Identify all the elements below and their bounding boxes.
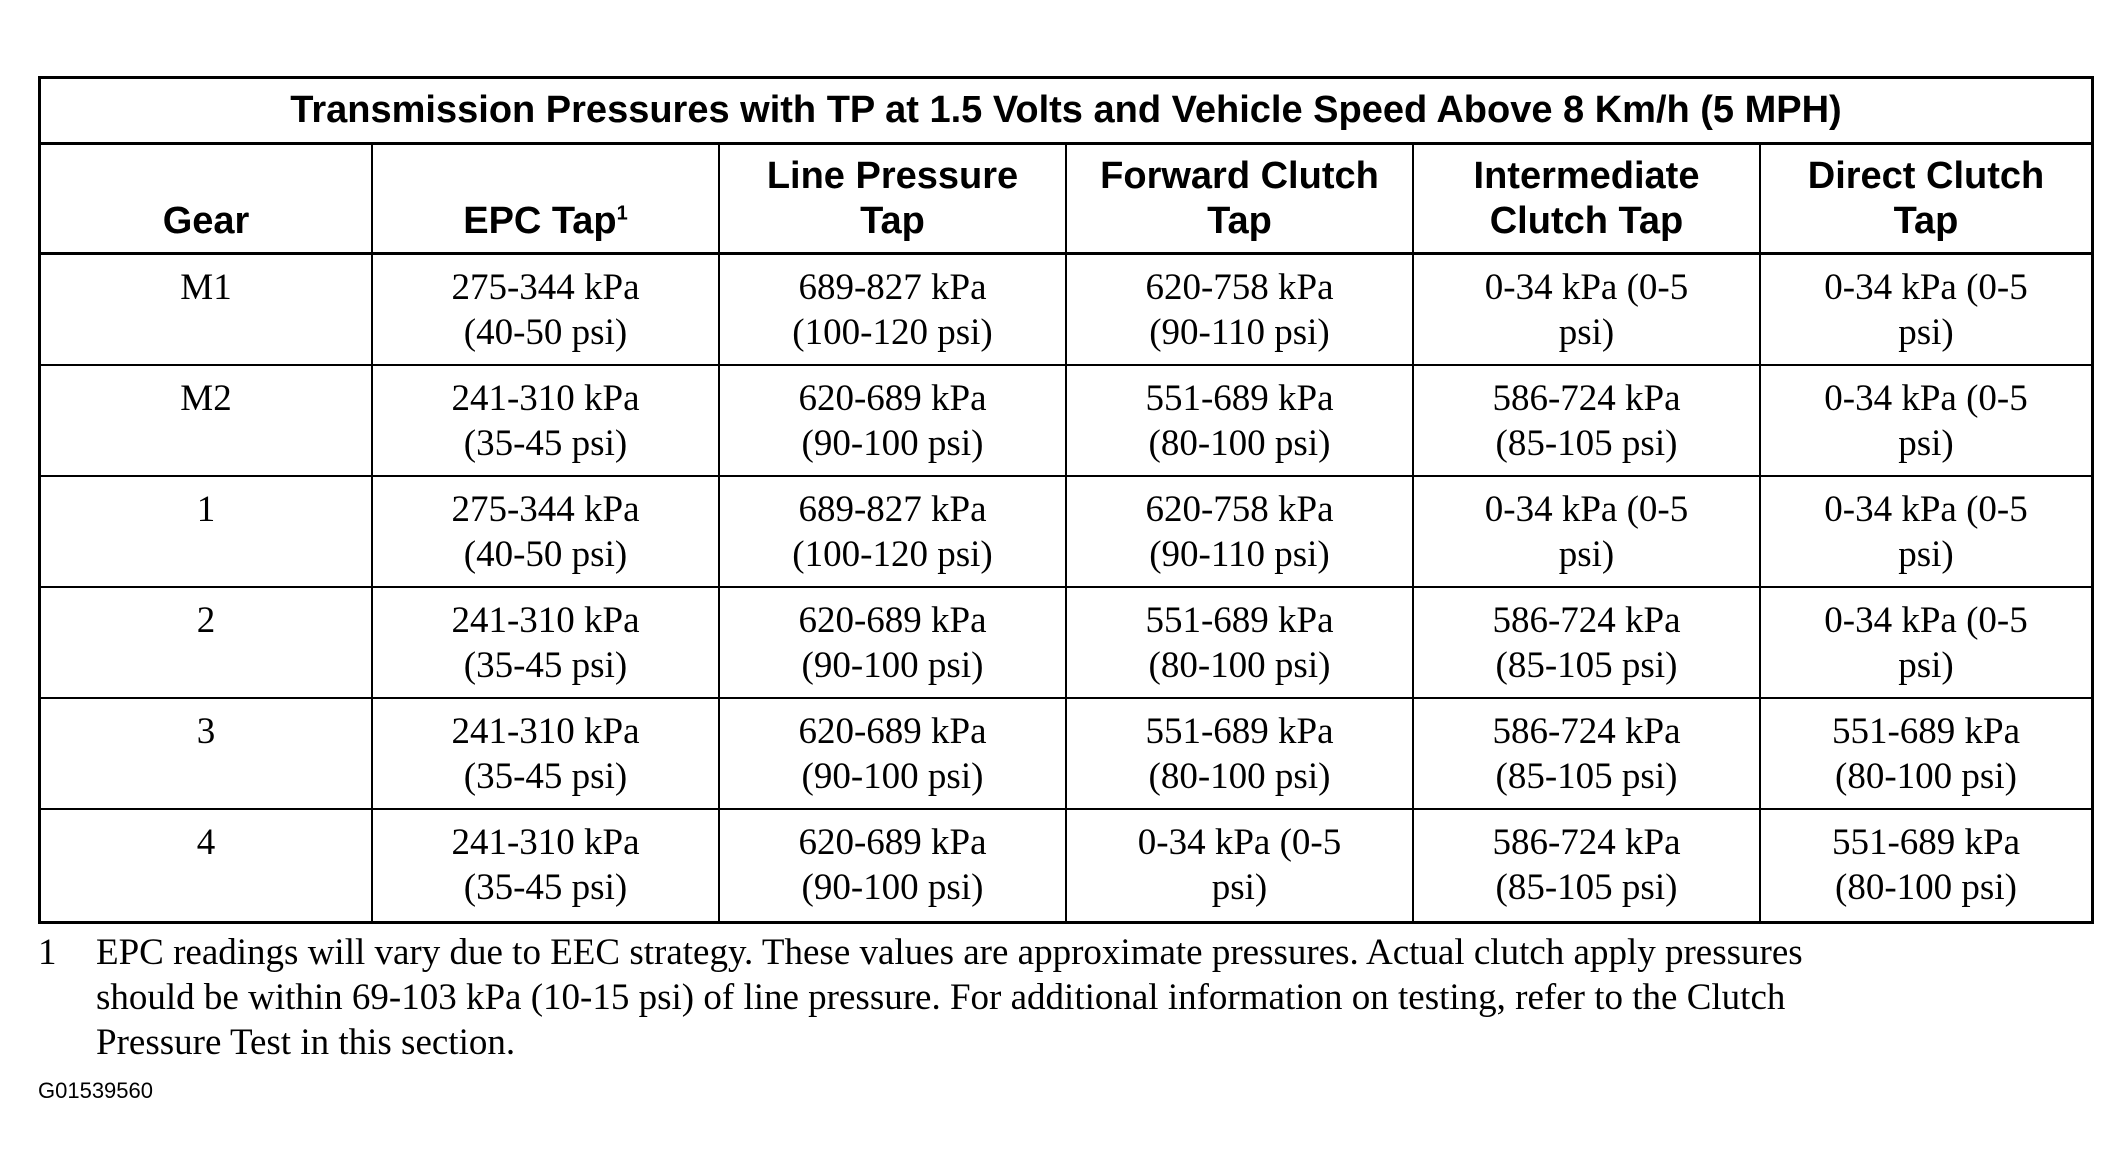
cell-line: 689-827 kPa bbox=[798, 489, 987, 530]
cell-line: 241-310 kPa bbox=[451, 822, 640, 863]
cell-line: (40-50 psi) bbox=[463, 534, 628, 575]
column-header-label bbox=[743, 154, 1043, 244]
cell-line: 586-724 kPa bbox=[1492, 378, 1681, 419]
cell-text bbox=[1485, 487, 1688, 577]
pressure-cell bbox=[373, 699, 720, 810]
cell-text bbox=[1145, 265, 1333, 355]
cell-line: 275-344 kPa bbox=[451, 489, 640, 530]
header-forward-clutch-tap bbox=[1067, 145, 1414, 255]
cell-line: psi) bbox=[1558, 534, 1615, 575]
cell-text bbox=[792, 487, 992, 577]
cell-text bbox=[451, 265, 639, 355]
cell-line: 0-34 kPa (0-5 bbox=[1137, 822, 1342, 863]
cell-line: (90-110 psi) bbox=[1149, 312, 1330, 353]
cell-text bbox=[1492, 709, 1680, 799]
pressure-cell bbox=[1761, 810, 2091, 921]
cell-line: 0-34 kPa (0-5 bbox=[1484, 489, 1689, 530]
pressure-cell bbox=[373, 477, 720, 588]
cell-line: 551-689 kPa bbox=[1145, 711, 1334, 752]
cell-line: 689-827 kPa bbox=[798, 267, 987, 308]
header-epc-tap bbox=[373, 145, 720, 255]
footnote-marker: 1 bbox=[616, 202, 628, 225]
pressure-cell bbox=[1067, 810, 1414, 921]
pressure-cell bbox=[720, 699, 1067, 810]
pressure-cell bbox=[1067, 477, 1414, 588]
cell-text bbox=[1145, 598, 1333, 688]
cell-line: (80-100 psi) bbox=[1148, 423, 1331, 464]
pressure-cell bbox=[1067, 255, 1414, 366]
cell-line: 620-689 kPa bbox=[798, 600, 987, 641]
pressure-cell bbox=[1761, 255, 2091, 366]
cell-text bbox=[798, 598, 986, 688]
cell-line: (90-100 psi) bbox=[801, 867, 984, 908]
pressure-cell bbox=[1414, 810, 1761, 921]
gear-cell bbox=[41, 366, 373, 477]
cell-line: 0-34 kPa (0-5 bbox=[1484, 267, 1689, 308]
pressure-cell bbox=[720, 366, 1067, 477]
cell-line: psi) bbox=[1898, 534, 1954, 575]
cell-line: (35-45 psi) bbox=[463, 756, 628, 797]
gear-cell bbox=[41, 255, 373, 366]
pressure-cell bbox=[1414, 699, 1761, 810]
pressure-cell bbox=[1761, 699, 2091, 810]
cell-line: 551-689 kPa bbox=[1831, 711, 2021, 752]
cell-line: 551-689 kPa bbox=[1831, 822, 2021, 863]
cell-line: 586-724 kPa bbox=[1492, 711, 1681, 752]
cell-text bbox=[451, 487, 639, 577]
pressure-cell bbox=[373, 588, 720, 699]
cell-line: (80-100 psi) bbox=[1148, 645, 1331, 686]
pressure-cell bbox=[1414, 255, 1761, 366]
cell-line: (85-105 psi) bbox=[1495, 867, 1678, 908]
cell-text bbox=[451, 709, 639, 799]
cell-text bbox=[197, 820, 216, 865]
footnote-text bbox=[96, 930, 2098, 1065]
pressure-cell bbox=[373, 255, 720, 366]
gear-cell bbox=[41, 477, 373, 588]
cell-line: 620-689 kPa bbox=[798, 378, 987, 419]
pressure-cell bbox=[1414, 477, 1761, 588]
table-title: Transmission Pressures with TP at 1.5 Volts and Vehicle Speed Above 8 Km/h (5 MPH) bbox=[41, 79, 2091, 145]
cell-line: 2 bbox=[196, 600, 216, 641]
cell-text bbox=[1824, 487, 2027, 577]
pressure-cell bbox=[1761, 366, 2091, 477]
cell-line: (90-100 psi) bbox=[801, 423, 984, 464]
gear-cell bbox=[41, 699, 373, 810]
pressure-cell bbox=[720, 810, 1067, 921]
column-header-label bbox=[163, 199, 250, 244]
cell-line: 586-724 kPa bbox=[1492, 822, 1681, 863]
footnote-line: EPC readings will vary due to EEC strategy. These values are approximate pressures. Actual clutch apply pressures bbox=[96, 932, 1803, 973]
cell-text bbox=[1145, 376, 1333, 466]
cell-text bbox=[1824, 376, 2027, 466]
cell-text bbox=[1485, 265, 1688, 355]
cell-text bbox=[180, 265, 231, 310]
cell-text bbox=[1824, 598, 2027, 688]
column-header-text: EPC Tap bbox=[463, 200, 617, 242]
cell-text bbox=[197, 709, 216, 754]
cell-line: 0-34 kPa (0-5 bbox=[1824, 600, 2028, 641]
cell-line: 241-310 kPa bbox=[451, 378, 640, 419]
cell-line: (85-105 psi) bbox=[1495, 645, 1678, 686]
cell-line: 586-724 kPa bbox=[1492, 600, 1681, 641]
column-header-text: Intermediate Clutch Tap bbox=[1473, 155, 1700, 242]
cell-line: 551-689 kPa bbox=[1145, 378, 1334, 419]
cell-text bbox=[1145, 487, 1333, 577]
cell-line: 4 bbox=[196, 822, 216, 863]
cell-line: (35-45 psi) bbox=[463, 867, 628, 908]
cell-line: (80-100 psi) bbox=[1835, 756, 2017, 797]
cell-line: 0-34 kPa (0-5 bbox=[1824, 378, 2028, 419]
cell-line: (100-120 psi) bbox=[792, 312, 993, 353]
cell-line: 241-310 kPa bbox=[451, 711, 640, 752]
column-header-text: Line Pressure Tap bbox=[766, 155, 1019, 242]
cell-line: psi) bbox=[1898, 423, 1954, 464]
footnote-line: should be within 69-103 kPa (10-15 psi) of line pressure. For additional information on testing, refer to the Clutch bbox=[96, 977, 1786, 1018]
cell-line: (85-105 psi) bbox=[1495, 423, 1678, 464]
header-gear bbox=[41, 145, 373, 255]
footnote-line: Pressure Test in this section. bbox=[96, 1022, 516, 1063]
cell-line: 241-310 kPa bbox=[451, 600, 640, 641]
pressure-cell bbox=[1414, 366, 1761, 477]
cell-line: 620-689 kPa bbox=[798, 822, 987, 863]
cell-line: psi) bbox=[1211, 867, 1268, 908]
cell-line: M1 bbox=[180, 267, 232, 308]
pressure-cell bbox=[720, 255, 1067, 366]
cell-text bbox=[798, 709, 986, 799]
cell-line: (90-110 psi) bbox=[1149, 534, 1330, 575]
cell-text bbox=[1145, 709, 1333, 799]
cell-line: psi) bbox=[1898, 312, 1954, 353]
cell-line: (90-100 psi) bbox=[801, 756, 984, 797]
cell-line: 620-689 kPa bbox=[798, 711, 987, 752]
cell-line: (35-45 psi) bbox=[463, 423, 628, 464]
pressure-cell bbox=[373, 366, 720, 477]
header-intermediate-clutch-tap bbox=[1414, 145, 1761, 255]
cell-line: 0-34 kPa (0-5 bbox=[1824, 489, 2028, 530]
column-header-text: Direct Clutch Tap bbox=[1807, 155, 2045, 242]
cell-line: (80-100 psi) bbox=[1148, 756, 1331, 797]
pressure-cell bbox=[1067, 366, 1414, 477]
cell-text bbox=[798, 820, 986, 910]
cell-line: 620-758 kPa bbox=[1145, 267, 1334, 308]
cell-text bbox=[180, 376, 231, 421]
figure-id: G01539560 bbox=[38, 1078, 153, 1103]
pressure-cell bbox=[720, 477, 1067, 588]
cell-line: (40-50 psi) bbox=[463, 312, 628, 353]
pressure-cell bbox=[1067, 699, 1414, 810]
pressure-cell bbox=[720, 588, 1067, 699]
cell-text bbox=[1832, 820, 2020, 910]
pressure-cell bbox=[1414, 588, 1761, 699]
cell-text bbox=[451, 820, 639, 910]
pressure-cell bbox=[1761, 477, 2091, 588]
cell-line: 620-758 kPa bbox=[1145, 489, 1334, 530]
cell-text bbox=[197, 598, 216, 643]
cell-line: (80-100 psi) bbox=[1835, 867, 2017, 908]
column-header-text: Gear bbox=[162, 200, 250, 242]
cell-text bbox=[1138, 820, 1341, 910]
cell-text bbox=[798, 376, 986, 466]
cell-text bbox=[792, 265, 992, 355]
column-header-label bbox=[1776, 154, 2076, 244]
footnote-number: 1 bbox=[38, 932, 57, 973]
cell-line: psi) bbox=[1558, 312, 1615, 353]
cell-text bbox=[1492, 598, 1680, 688]
cell-line: 1 bbox=[196, 489, 216, 530]
cell-line: (85-105 psi) bbox=[1495, 756, 1678, 797]
cell-line: (35-45 psi) bbox=[463, 645, 628, 686]
header-line-pressure-tap bbox=[720, 145, 1067, 255]
cell-line: (100-120 psi) bbox=[792, 534, 993, 575]
cell-text bbox=[1492, 376, 1680, 466]
column-header-label bbox=[1437, 154, 1737, 244]
cell-line: 275-344 kPa bbox=[451, 267, 640, 308]
column-header-label bbox=[463, 199, 628, 244]
cell-text bbox=[451, 598, 639, 688]
cell-text bbox=[197, 487, 216, 532]
column-header-label bbox=[1090, 154, 1390, 244]
cell-line: (90-100 psi) bbox=[801, 645, 984, 686]
footnote bbox=[38, 930, 2098, 1065]
cell-line: 551-689 kPa bbox=[1145, 600, 1334, 641]
pressure-cell bbox=[1761, 588, 2091, 699]
column-header-text: Forward Clutch Tap bbox=[1100, 155, 1379, 242]
cell-text bbox=[1492, 820, 1680, 910]
cell-line: 0-34 kPa (0-5 bbox=[1824, 267, 2028, 308]
header-direct-clutch-tap bbox=[1761, 145, 2091, 255]
cell-text bbox=[1824, 265, 2027, 355]
gear-cell bbox=[41, 810, 373, 921]
pressure-cell bbox=[1067, 588, 1414, 699]
pressure-table bbox=[38, 76, 2094, 924]
cell-line: psi) bbox=[1898, 645, 1954, 686]
cell-line: M2 bbox=[180, 378, 232, 419]
cell-text bbox=[451, 376, 639, 466]
pressure-cell bbox=[373, 810, 720, 921]
gear-cell bbox=[41, 588, 373, 699]
cell-text bbox=[1832, 709, 2020, 799]
cell-line: 3 bbox=[196, 711, 216, 752]
